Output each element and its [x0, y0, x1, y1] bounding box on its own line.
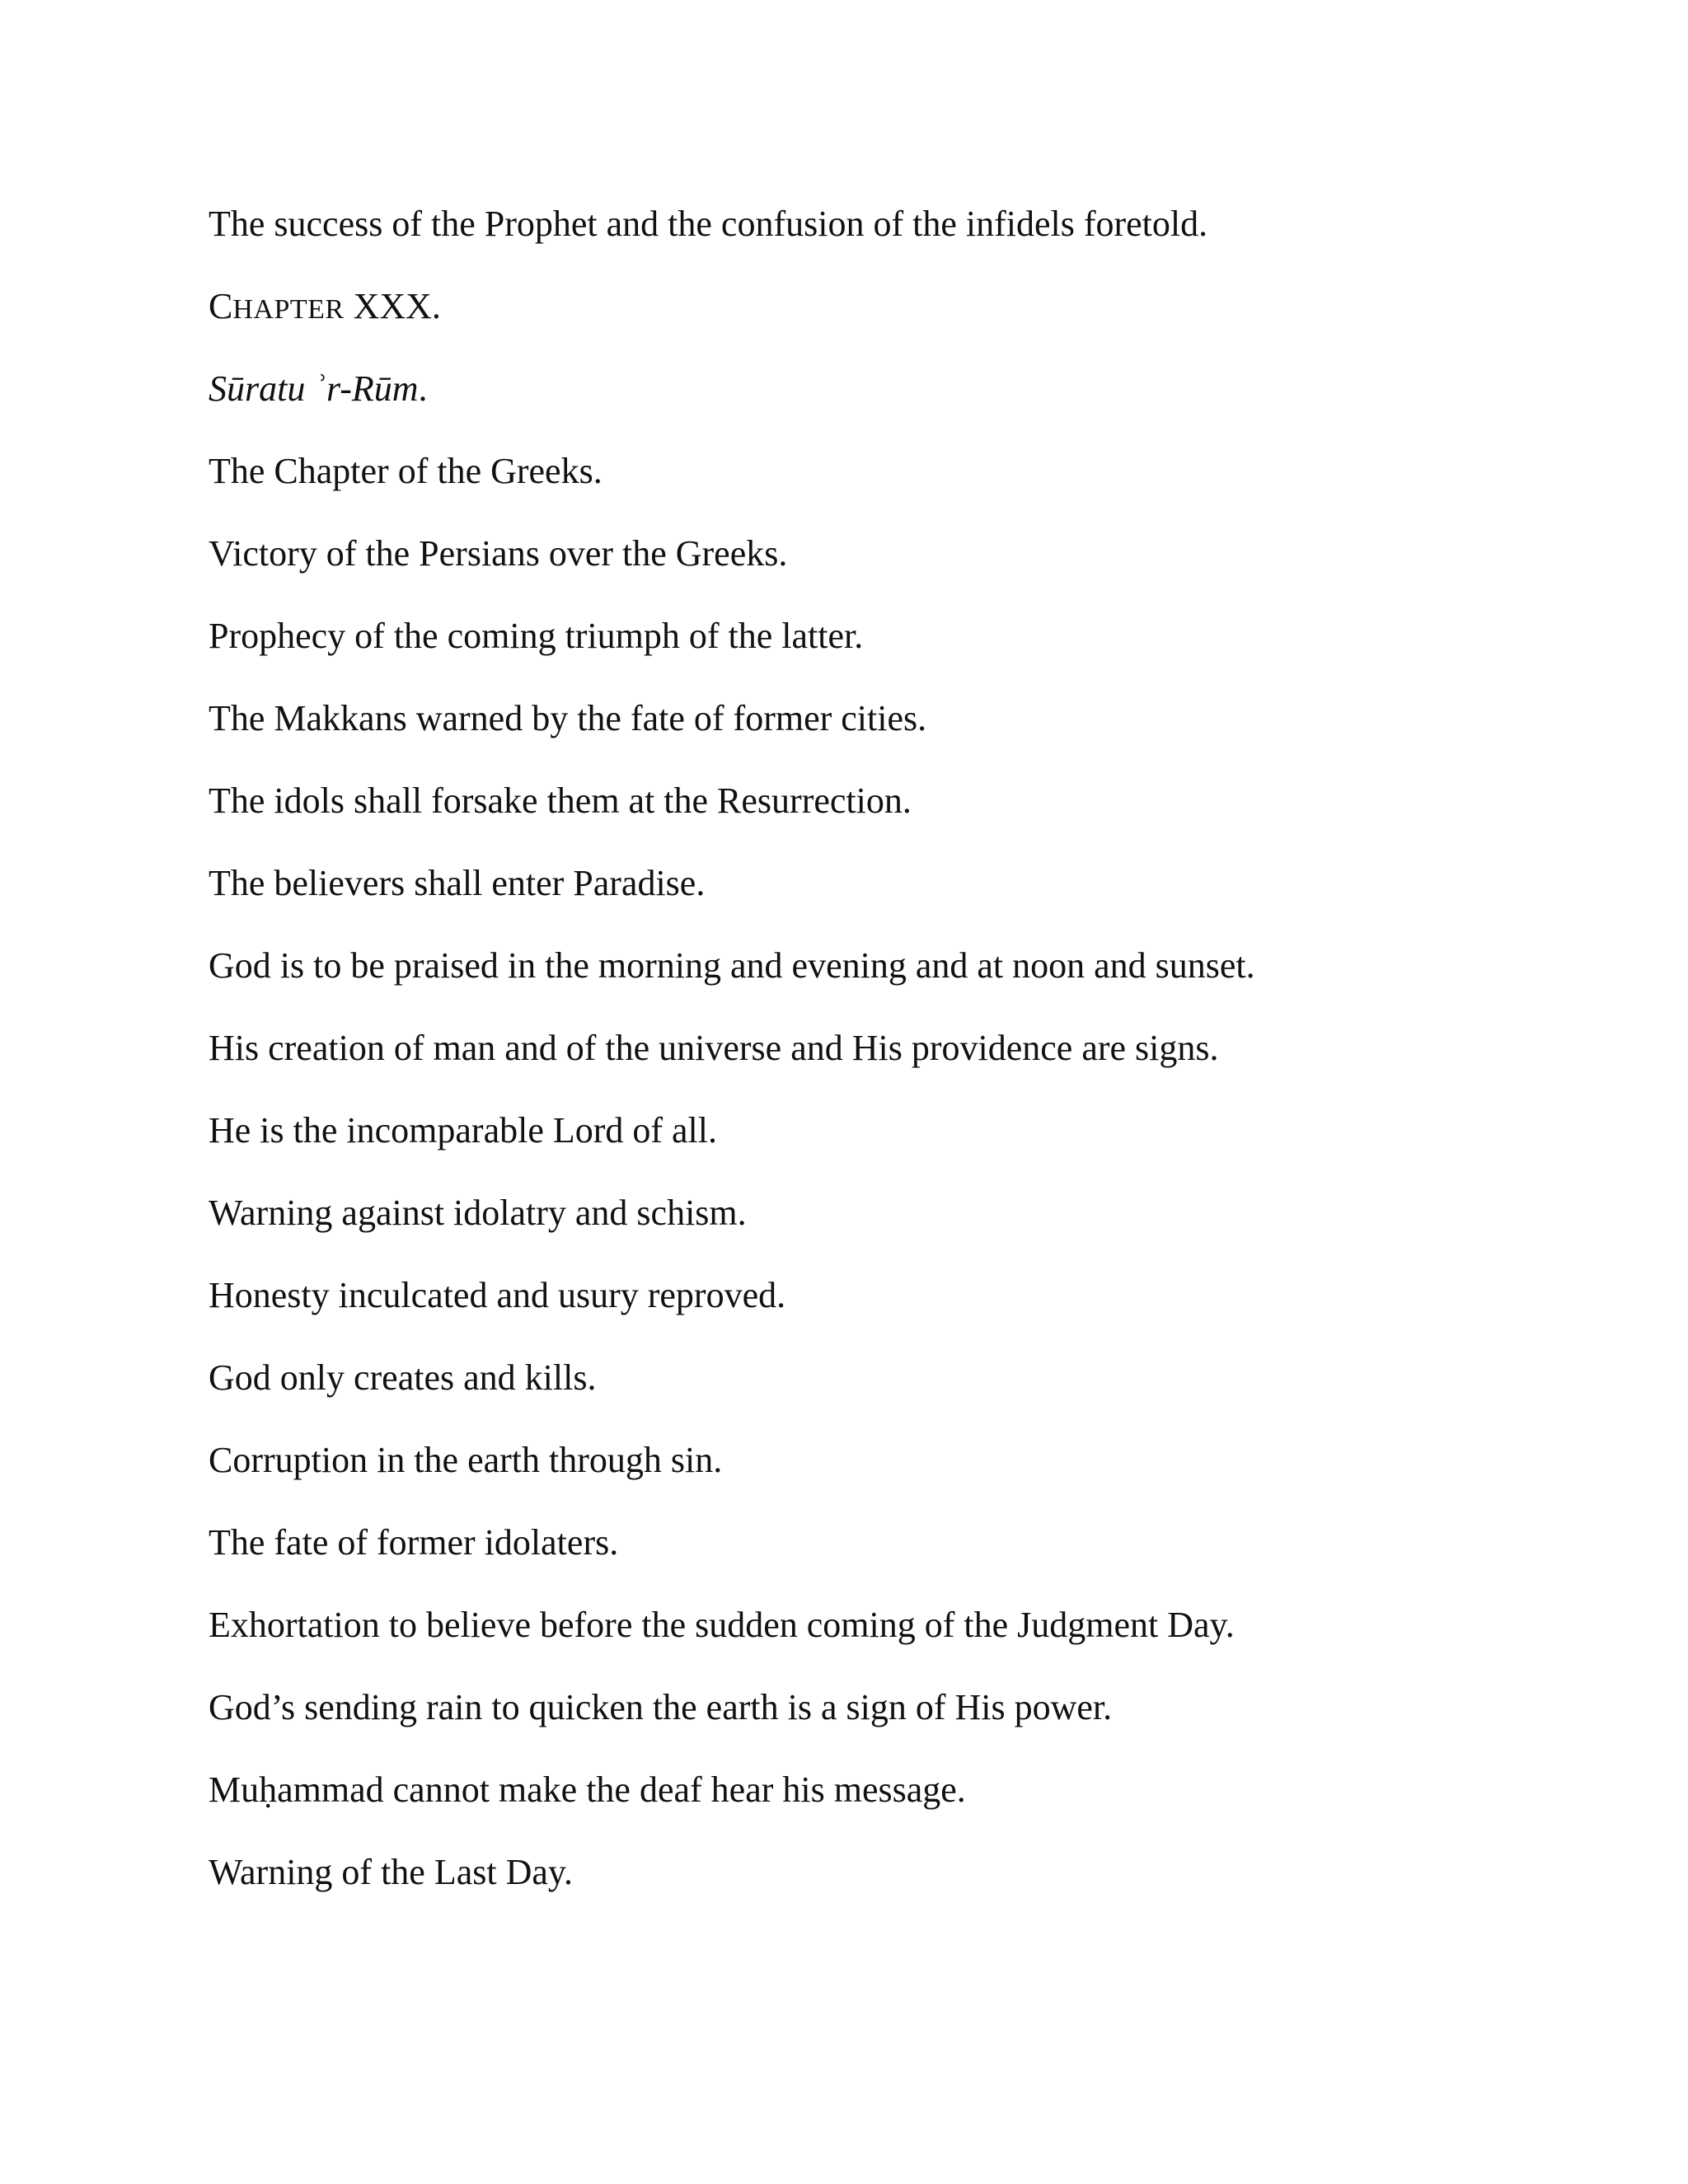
summary-line: Corruption in the earth through sin. — [209, 1440, 723, 1480]
text-column — [209, 183, 1593, 1914]
arabic-title-text: Sūratu ʾr-Rūm — [209, 368, 419, 409]
chapter-english-title: The Chapter of the Greeks. — [209, 451, 603, 491]
summary-line: Warning of the Last Day. — [209, 1852, 574, 1892]
summary-line: God only creates and kills. — [209, 1357, 597, 1398]
summary-line: God is to be praised in the morning and evening and at noon and sunset. — [209, 945, 1255, 986]
summary-line: The idols shall forsake them at the Resurrection. — [209, 780, 912, 821]
summary-line: God’s sending rain to quicken the earth is a sign of His power. — [209, 1687, 1113, 1727]
summary-line: The fate of former idolaters. — [209, 1522, 619, 1563]
summary-line: His creation of man and of the universe and His providence are signs. — [209, 1028, 1219, 1068]
summary-line: Victory of the Persians over the Greeks. — [209, 533, 788, 574]
summary-line: Warning against idolatry and schism. — [209, 1193, 747, 1233]
chapter-heading-smallcaps: HAPTER — [232, 294, 345, 325]
chapter-heading-initial: C — [209, 286, 233, 326]
summary-line: Exhortation to believe before the sudden coming of the Judgment Day. — [209, 1605, 1235, 1645]
summary-line: Muḥammad cannot make the deaf hear his message. — [209, 1769, 966, 1810]
chapter-heading — [209, 265, 1593, 348]
summary-line: Prophecy of the coming triumph of the latter. — [209, 616, 864, 656]
intro-line: The success of the Prophet and the confusion of the infidels foretold. — [209, 204, 1208, 244]
summary-line: He is the incomparable Lord of all. — [209, 1110, 718, 1151]
summary-line: Honesty inculcated and usury reproved. — [209, 1275, 786, 1315]
arabic-title-period: . — [418, 368, 428, 409]
chapter-heading-number: XXX. — [344, 286, 441, 326]
chapter-arabic-title — [209, 348, 1593, 430]
summary-line: The Makkans warned by the fate of former cities. — [209, 698, 927, 738]
summary-line: The believers shall enter Paradise. — [209, 863, 706, 903]
